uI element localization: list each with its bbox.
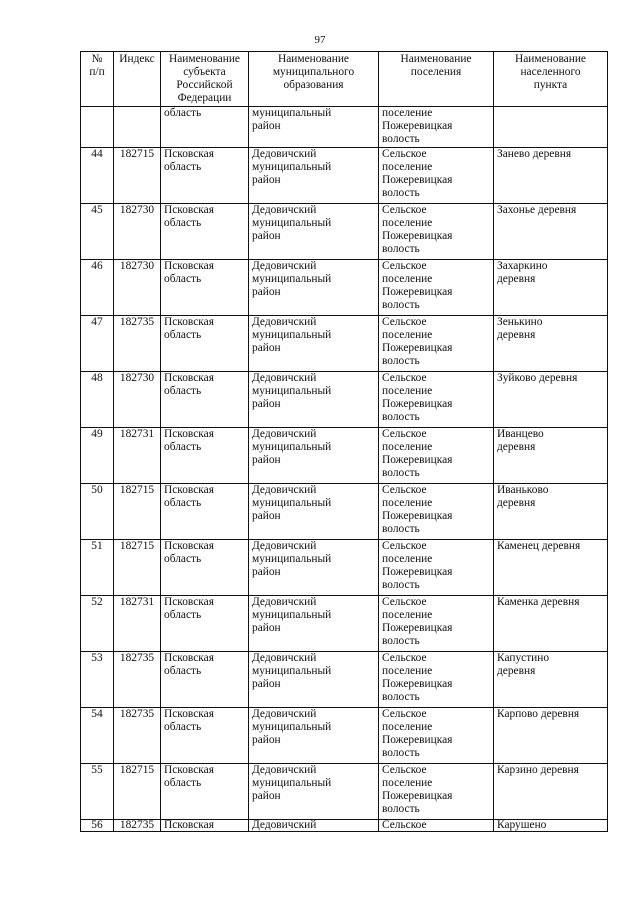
cell-number: 48	[81, 372, 114, 428]
cell-municipality: Дедовичский муниципальный район	[249, 148, 379, 204]
table-header	[81, 52, 608, 107]
cell-settlement: Сельское	[379, 820, 494, 832]
partial-row	[81, 820, 608, 832]
cell-index: 182735	[114, 820, 161, 832]
table-row	[81, 372, 608, 428]
cell-index: 182715	[114, 148, 161, 204]
cell-index: 182715	[114, 764, 161, 820]
cell-region: Псковская область	[161, 708, 249, 764]
cell-region: Псковская область	[161, 316, 249, 372]
cell-number: 51	[81, 540, 114, 596]
cell-settlement: Сельское поселение Пожеревицкая волость	[379, 540, 494, 596]
cell-settlement: Сельское поселение Пожеревицкая волость	[379, 484, 494, 540]
continuation-row	[81, 107, 608, 148]
table-row	[81, 596, 608, 652]
cell-locality: Занево деревня	[494, 148, 608, 204]
cell-region: Псковская	[161, 820, 249, 832]
cell-index: 182735	[114, 652, 161, 708]
header-row	[81, 52, 608, 107]
page-number: 97	[314, 34, 326, 46]
cell-region: Псковская область	[161, 204, 249, 260]
header-municipality: Наименование муниципального образования	[249, 52, 379, 107]
cell-region: область	[161, 107, 249, 148]
cell-locality: Захаркино деревня	[494, 260, 608, 316]
cell-locality: Каменец деревня	[494, 540, 608, 596]
cell-index: 182731	[114, 596, 161, 652]
cell-number: 44	[81, 148, 114, 204]
cell-number	[81, 107, 114, 148]
cell-municipality: Дедовичский муниципальный район	[249, 484, 379, 540]
cell-municipality: Дедовичский муниципальный район	[249, 316, 379, 372]
cell-municipality: Дедовичский муниципальный район	[249, 652, 379, 708]
cell-locality: Иваньково деревня	[494, 484, 608, 540]
cell-municipality: Дедовичский муниципальный район	[249, 260, 379, 316]
table-body	[81, 107, 608, 820]
table-row	[81, 204, 608, 260]
cell-locality: Зуйково деревня	[494, 372, 608, 428]
cell-municipality: Дедовичский муниципальный район	[249, 764, 379, 820]
cell-number: 50	[81, 484, 114, 540]
cell-settlement: поселение Пожеревицкая волость	[379, 107, 494, 148]
cell-index: 182731	[114, 428, 161, 484]
cell-settlement: Сельское поселение Пожеревицкая волость	[379, 708, 494, 764]
cell-municipality: Дедовичский муниципальный район	[249, 540, 379, 596]
cell-settlement: Сельское поселение Пожеревицкая волость	[379, 764, 494, 820]
cell-index: 182730	[114, 260, 161, 316]
table-row	[81, 316, 608, 372]
cell-region: Псковская область	[161, 764, 249, 820]
cell-region: Псковская область	[161, 484, 249, 540]
table-row	[81, 148, 608, 204]
table-row	[81, 652, 608, 708]
cell-number: 46	[81, 260, 114, 316]
table-row	[81, 540, 608, 596]
cell-municipality: Дедовичский муниципальный район	[249, 708, 379, 764]
cell-locality: Капустино деревня	[494, 652, 608, 708]
cell-settlement: Сельское поселение Пожеревицкая волость	[379, 148, 494, 204]
cell-index: 182730	[114, 204, 161, 260]
cell-number: 54	[81, 708, 114, 764]
cell-region: Псковская область	[161, 540, 249, 596]
cell-region: Псковская область	[161, 372, 249, 428]
header-settlement: Наименование поселения	[379, 52, 494, 107]
table-row	[81, 764, 608, 820]
cell-locality: Карзино деревня	[494, 764, 608, 820]
cell-settlement: Сельское поселение Пожеревицкая волость	[379, 652, 494, 708]
cell-settlement: Сельское поселение Пожеревицкая волость	[379, 204, 494, 260]
cell-number: 49	[81, 428, 114, 484]
cell-settlement: Сельское поселение Пожеревицкая волость	[379, 372, 494, 428]
cell-municipality: Дедовичский муниципальный район	[249, 204, 379, 260]
cell-locality: Захонье деревня	[494, 204, 608, 260]
cell-settlement: Сельское поселение Пожеревицкая волость	[379, 428, 494, 484]
settlements-table	[80, 51, 608, 832]
cell-number: 45	[81, 204, 114, 260]
cell-index: 182735	[114, 316, 161, 372]
cell-index	[114, 107, 161, 148]
table-tail	[81, 820, 608, 832]
header-index: Индекс	[114, 52, 161, 107]
header-locality: Наименование населенного пункта	[494, 52, 608, 107]
header-number: № п/п	[81, 52, 114, 107]
cell-index: 182730	[114, 372, 161, 428]
cell-locality: Карушено	[494, 820, 608, 832]
table-row	[81, 708, 608, 764]
cell-settlement: Сельское поселение Пожеревицкая волость	[379, 316, 494, 372]
cell-municipality: Дедовичский муниципальный район	[249, 428, 379, 484]
cell-municipality: Дедовичский муниципальный район	[249, 596, 379, 652]
cell-index: 182715	[114, 484, 161, 540]
cell-number: 53	[81, 652, 114, 708]
cell-locality: Иванцево деревня	[494, 428, 608, 484]
cell-number: 52	[81, 596, 114, 652]
cell-settlement: Сельское поселение Пожеревицкая волость	[379, 596, 494, 652]
cell-index: 182715	[114, 540, 161, 596]
cell-region: Псковская область	[161, 260, 249, 316]
cell-municipality: муниципальный район	[249, 107, 379, 148]
cell-locality: Каменка деревня	[494, 596, 608, 652]
header-region: Наименование субъекта Российской Федерации	[161, 52, 249, 107]
cell-region: Псковская область	[161, 148, 249, 204]
cell-region: Псковская область	[161, 652, 249, 708]
cell-number: 55	[81, 764, 114, 820]
cell-number: 56	[81, 820, 114, 832]
cell-municipality: Дедовичский	[249, 820, 379, 832]
cell-region: Псковская область	[161, 596, 249, 652]
table-row	[81, 428, 608, 484]
cell-region: Псковская область	[161, 428, 249, 484]
cell-locality: Карпово деревня	[494, 708, 608, 764]
cell-locality: Зенькино деревня	[494, 316, 608, 372]
cell-number: 47	[81, 316, 114, 372]
cell-municipality: Дедовичский муниципальный район	[249, 372, 379, 428]
table-row	[81, 260, 608, 316]
cell-index: 182735	[114, 708, 161, 764]
cell-locality	[494, 107, 608, 148]
table-row	[81, 484, 608, 540]
cell-settlement: Сельское поселение Пожеревицкая волость	[379, 260, 494, 316]
